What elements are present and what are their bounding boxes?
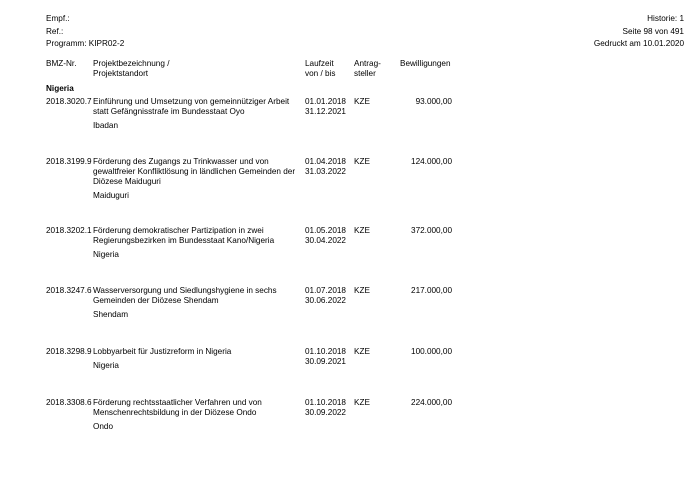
project-location: Ibadan bbox=[93, 121, 119, 130]
project-title bbox=[93, 286, 307, 306]
project-title-line: Einführung und Umsetzung von gemeinnütziger Arbeit bbox=[93, 97, 290, 106]
project-duration bbox=[305, 97, 346, 117]
col-header-project bbox=[93, 59, 169, 79]
recipient-label: Empf.: bbox=[46, 14, 70, 23]
project-location: Maiduguri bbox=[93, 191, 129, 200]
project-title bbox=[93, 347, 307, 357]
project-duration bbox=[305, 398, 346, 418]
page-number: Seite 98 von 491 bbox=[622, 26, 684, 36]
start-date: 01.10.2018 bbox=[305, 398, 346, 407]
program-label: Programm: KIPR02-2 bbox=[46, 39, 125, 48]
project-duration bbox=[305, 226, 346, 246]
end-date: 30.09.2022 bbox=[305, 408, 346, 417]
project-title-line: statt Gefängnisstrafe im Bundesstaat Oyo bbox=[93, 107, 245, 116]
start-date: 01.05.2018 bbox=[305, 226, 346, 235]
project-title-line: Lobbyarbeit für Justizreform in Nigeria bbox=[93, 347, 232, 356]
project-location: Nigeria bbox=[93, 361, 119, 370]
project-title bbox=[93, 157, 307, 187]
end-date: 30.04.2022 bbox=[305, 236, 346, 245]
project-title-line: Gemeinden der Diözese Shendam bbox=[93, 296, 219, 305]
project-title-line: Förderung des Zugangs zu Trinkwasser und von bbox=[93, 157, 269, 166]
end-date: 31.12.2021 bbox=[305, 107, 346, 116]
applicant: KZE bbox=[354, 97, 370, 106]
applicant: KZE bbox=[354, 226, 370, 235]
project-location: Shendam bbox=[93, 310, 129, 319]
grant-amount: 100.000,00 bbox=[411, 347, 452, 356]
section-heading-country: Nigeria bbox=[46, 84, 74, 93]
project-title-line: Diözese Maiduguri bbox=[93, 177, 161, 186]
col-header-grants: Bewilligungen bbox=[400, 59, 451, 68]
project-title-line: Förderung demokratischer Partizipation in zwei bbox=[93, 226, 264, 235]
project-location: Ondo bbox=[93, 422, 114, 431]
project-id: 2018.3020.7 bbox=[46, 97, 92, 106]
col-header-duration-line2: von / bis bbox=[305, 69, 336, 78]
project-title-line: Wasserversorgung und Siedlungshygiene in sechs bbox=[93, 286, 277, 295]
project-title-line: Menschenrechtsbildung in der Diözese Ondo bbox=[93, 408, 257, 417]
project-duration bbox=[305, 347, 346, 367]
end-date: 30.06.2022 bbox=[305, 296, 346, 305]
col-header-bmz-nr: BMZ-Nr. bbox=[46, 59, 77, 68]
project-id: 2018.3308.6 bbox=[46, 398, 92, 407]
col-header-applicant-line2: steller bbox=[354, 69, 376, 78]
applicant: KZE bbox=[354, 398, 370, 407]
project-title-line: Regierungsbezirken im Bundesstaat Kano/Nigeria bbox=[93, 236, 275, 245]
document-header-right bbox=[594, 14, 684, 52]
col-header-project-line1: Projektbezeichnung / bbox=[93, 59, 170, 68]
col-header-duration bbox=[305, 59, 336, 79]
project-title-line: Förderung rechtsstaatlicher Verfahren und von bbox=[93, 398, 262, 407]
project-id: 2018.3247.6 bbox=[46, 286, 92, 295]
project-title-line: gewaltfreier Konfliktlösung in ländlichen Gemeinden der bbox=[93, 167, 296, 176]
project-title bbox=[93, 97, 307, 117]
project-id: 2018.3202.1 bbox=[46, 226, 92, 235]
applicant: KZE bbox=[354, 286, 370, 295]
project-title bbox=[93, 398, 307, 418]
grant-amount: 93.000,00 bbox=[415, 97, 452, 106]
col-header-project-line2: Projektstandort bbox=[93, 69, 149, 78]
start-date: 01.07.2018 bbox=[305, 286, 346, 295]
grant-amount: 372.000,00 bbox=[411, 226, 452, 235]
history-label: Historie: 1 bbox=[647, 14, 684, 23]
project-title bbox=[93, 226, 307, 246]
grant-amount: 217.000,00 bbox=[411, 286, 452, 295]
col-header-applicant bbox=[354, 59, 381, 79]
start-date: 01.04.2018 bbox=[305, 157, 346, 166]
col-header-applicant-line1: Antrag- bbox=[354, 59, 381, 68]
project-duration bbox=[305, 157, 346, 177]
applicant: KZE bbox=[354, 347, 370, 356]
project-id: 2018.3199.9 bbox=[46, 157, 92, 166]
applicant: KZE bbox=[354, 157, 370, 166]
project-duration bbox=[305, 286, 346, 306]
grant-amount: 124.000,00 bbox=[411, 157, 452, 166]
start-date: 01.10.2018 bbox=[305, 347, 346, 356]
start-date: 01.01.2018 bbox=[305, 97, 346, 106]
document-header-left bbox=[46, 14, 124, 52]
print-date: Gedruckt am 10.01.2020 bbox=[593, 39, 684, 48]
grant-amount: 224.000,00 bbox=[411, 398, 452, 407]
project-id: 2018.3298.9 bbox=[46, 347, 92, 356]
project-location: Nigeria bbox=[93, 250, 119, 259]
end-date: 31.03.2022 bbox=[305, 167, 346, 176]
col-header-duration-line1: Laufzeit bbox=[305, 59, 334, 68]
reference-label: Ref.: bbox=[46, 26, 64, 36]
end-date: 30.09.2021 bbox=[305, 357, 346, 366]
